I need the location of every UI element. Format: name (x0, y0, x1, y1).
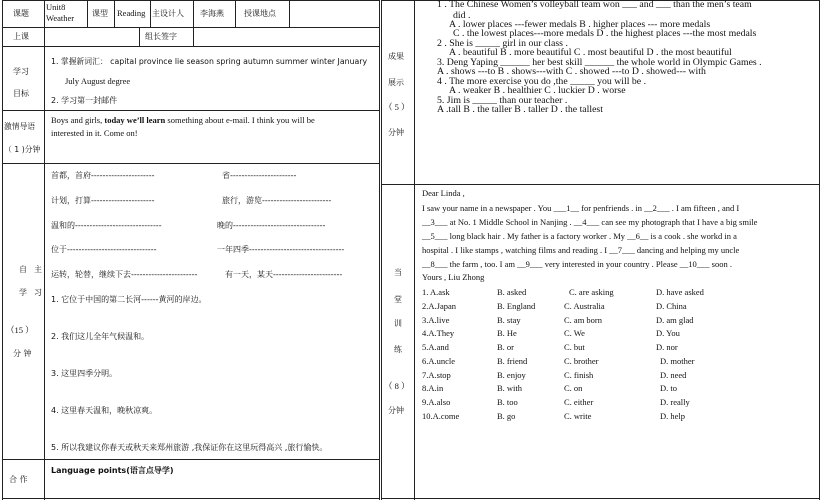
question-line: 4 . The more exercise you do ,the _____ you will be . (437, 76, 647, 87)
course-value: Unit8 (46, 2, 66, 12)
letter-line: I saw your name in a newspaper . You ___1__ for penfriends . in __2___ . I am fifteen , and I (422, 203, 740, 213)
row-divider (2, 27, 380, 28)
cell-divider (114, 0, 115, 27)
label-column-divider (44, 0, 45, 500)
vocab-line-b: 有一天，某天------------------------ (225, 270, 343, 279)
practice-label-char: 当 (394, 268, 402, 277)
goal-item-2: 2. 学习第一封邮件 (51, 96, 118, 105)
option-line: A . beautiful B . more beautiful C . most beautiful D . the most beautiful (449, 47, 732, 58)
selfstudy-minutes: （15 ） (6, 325, 34, 335)
letter-line: __5___ long black hair . My father is a factory worker . My __6__ is a cook . she workd in a (422, 231, 737, 241)
right-border-right (819, 0, 820, 500)
row-divider (2, 46, 380, 47)
intro-label: 激情导语 (4, 122, 36, 131)
right-row-divider (381, 184, 820, 185)
border-bottom (2, 498, 380, 499)
goals-label: 学习 (13, 67, 29, 76)
option-line: C . the lowest places---more medals D . the highest places ---the most medals (453, 28, 757, 39)
cell-divider (193, 27, 194, 46)
selfstudy-label-char: 习 (34, 288, 42, 297)
vocab-line-a: 运转，轮替，继续下去----------------------- (51, 270, 198, 279)
border-left (2, 0, 3, 500)
goal-item-1: 1. 掌握新词汇： capital province lie season spring autumn summer winter January (51, 57, 368, 66)
vocab-line-b: 晚的-------------------------------- (217, 221, 326, 230)
goal-item-1b: July August degree (65, 76, 131, 86)
question-line: did . (453, 10, 471, 21)
letter-line: __8___ the farm , too. I am __9___ very interested in your country . Please __10___ soon . (422, 259, 732, 269)
sentence-3: 3. 这里四季分明。 (51, 369, 118, 378)
type-value: Reading (117, 8, 146, 18)
option-line: A . lower places ---fewer medals B . higher places --- more medals (449, 19, 711, 30)
sentence-5: 5. 所以我建议你春天或秋天来郑州旅游 ,我保证你在这里玩得高兴 ,旅行愉快。 (51, 443, 328, 452)
designer-label: 主设计人 (152, 9, 184, 18)
type-label: 课型 (92, 9, 108, 18)
row-divider (2, 459, 380, 460)
option-line: A .tall B . the taller B . taller D . the tallest (437, 104, 603, 115)
intro-text-2: interested in it. Come on! (51, 128, 138, 138)
results-label: 成果 (388, 52, 404, 61)
selfstudy-minutes-label: 分 钟 (13, 349, 32, 358)
question-line: 5. Jim is _____ than our teacher . (437, 95, 568, 106)
row-divider (2, 163, 380, 164)
cell-divider (139, 27, 140, 46)
letter-line: hospital . I like stamps , watching films and reading . I __7___ dancing and helping my uncle (422, 245, 740, 255)
cooperate-label: 合 作 (9, 475, 28, 484)
vocab-line-a: 温和的------------------------------ (51, 221, 162, 230)
cell-divider (289, 0, 290, 27)
vocab-line-b: 省----------------------- (222, 171, 297, 180)
vocab-line-a: 计划，打算---------------------- (51, 196, 155, 205)
designer-value: 李海燕 (200, 9, 224, 18)
class-label: 上课 (13, 32, 29, 41)
results-minutes-label: 分钟 (388, 128, 404, 137)
goals-label-2: 目标 (13, 89, 29, 98)
vocab-line-a: 位于------------------------------- (51, 245, 157, 254)
course-value-2: Weather (46, 13, 75, 23)
cell-divider (235, 0, 236, 27)
selfstudy-label-char: 学 (19, 288, 27, 297)
letter-line: Dear Linda , (422, 188, 465, 198)
language-points-heading: Language points(语言点导学) (51, 466, 174, 475)
results-label-2: 展示 (388, 78, 404, 87)
row-divider (2, 110, 380, 111)
vocab-line-a: 首都，首府---------------------- (51, 171, 155, 180)
intro-minutes: （ 1 )分钟 (4, 145, 41, 154)
letter-line: __3___ at No. 1 Middle School in Nanjing . __4___ can see my photograph that I have a big smile (422, 217, 758, 227)
sentence-4: 4. 这里春天温和，晚秋凉爽。 (51, 406, 158, 415)
border-top (2, 0, 380, 1)
course-label: 课题 (13, 9, 29, 18)
practice-label-char: 堂 (394, 295, 402, 304)
cell-divider (150, 0, 151, 27)
intro-text: Boys and girls, today we’ll learn something about e-mail. I think you will be (51, 115, 315, 125)
selfstudy-label-char: 主 (34, 265, 42, 274)
sentence-1: 1. 它位于中国的第二长河------黄河的岸边。 (51, 295, 207, 304)
vocab-line-b: 旅行，游览------------------------ (222, 196, 332, 205)
practice-minutes-label: 分钟 (388, 406, 404, 415)
sentence-2: 2. 我们这儿全年气候温和。 (51, 332, 150, 341)
practice-label-char: 训 (394, 319, 402, 328)
option-line: A . weaker B . healthier C . luckier D . worse (449, 85, 626, 96)
right-label-divider (414, 0, 415, 500)
selfstudy-label-char: 自 (19, 265, 27, 274)
vocab-line-b: 一年四季--------------------------------- (217, 245, 345, 254)
question-line: 3. Deng Yaping ______ her best skill ______ the whole world in Olympic Games . (437, 57, 762, 68)
option-line: A . shows ---to B . shows---with C . showed ---to D . showed--- with (437, 66, 706, 77)
question-line: 2 . She is _____ girl in our class . (437, 38, 568, 49)
cell-divider (193, 0, 194, 27)
right-border-bottom (381, 498, 820, 499)
place-label: 授课地点 (244, 9, 276, 18)
right-border-left (381, 0, 382, 500)
sign-label: 组长签字 (145, 32, 177, 41)
cell-divider (87, 0, 88, 27)
practice-label-char: 练 (394, 345, 402, 354)
question-line: 1 . The Chinese Women’s volleyball team won ___ and ___ than the men’s team (437, 0, 752, 10)
letter-signature: Yours , Liu Zhong (422, 272, 485, 282)
practice-minutes: （ 8 ） (384, 381, 410, 391)
border-right-left-table (379, 0, 380, 500)
results-minutes: （ 5 ） (384, 102, 410, 112)
